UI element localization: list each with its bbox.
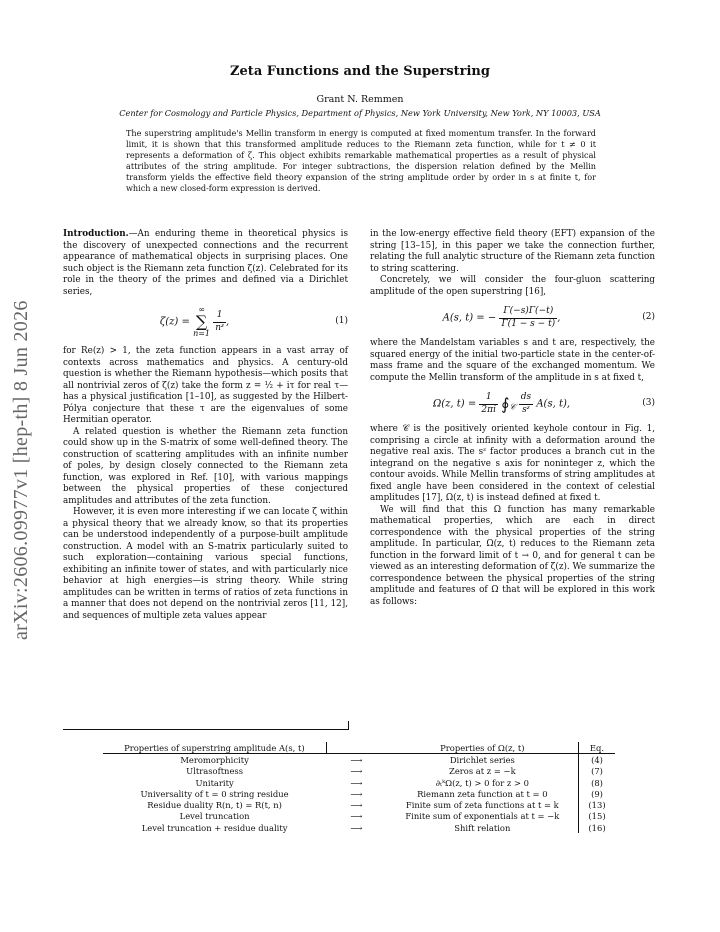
equation-3 bbox=[370, 392, 655, 416]
table-cell-eq: (9) bbox=[579, 788, 616, 799]
table-header-amplitude: Properties of superstring amplitude A(s, t) bbox=[103, 742, 326, 754]
table-cell-eq: (15) bbox=[579, 811, 616, 822]
equation-1 bbox=[63, 306, 348, 338]
table-row bbox=[103, 766, 615, 777]
right-column bbox=[370, 229, 655, 608]
eq3-frac2-bottom: sᶻ bbox=[522, 404, 530, 415]
table-header-arrow bbox=[326, 742, 387, 754]
right-arrow-icon: ⟶ bbox=[350, 788, 363, 799]
eq1-frac-top: 1 bbox=[213, 310, 226, 323]
eq3-fraction-1 bbox=[479, 392, 498, 416]
left-column bbox=[63, 229, 348, 622]
eq3-frac1-bottom: 2πi bbox=[481, 404, 496, 415]
paragraph: However, it is even more interesting if we can locate ζ within a physical theory that we already know, so that its properties can be understood independently of a purpose-built amplitude construction. A model with an S-matrix particularly suited to such exploration—containing various special functions, exhibiting an infinite tower of states, and with particularly nice behavior at high energies—is string theory. While string amplitudes can be written in terms of ratios of zeta functions in a manner that does not depend on the nontrivial zeros [11, 12], and sequences of multiple zeta values appear bbox=[63, 507, 348, 621]
table-cell-omega-property: Finite sum of exponentials at t = −k bbox=[405, 811, 560, 822]
eq2-lhs: A(s, t) = − bbox=[442, 312, 497, 324]
equation-2-body bbox=[370, 306, 633, 330]
eq1-sum bbox=[193, 306, 210, 338]
intro-text: —An enduring theme in theoretical physics is the discovery of unexpected connections and the recurrent appearance of mathematical objects in surprising places. One such object is the Riemann zeta function ζ(z). Celebrated for its role in the theory of the primes and defined via a Dirichlet series, bbox=[63, 229, 348, 297]
right-arrow-icon: ⟶ bbox=[350, 800, 363, 811]
correspondence-table bbox=[103, 742, 615, 833]
contour-integral-icon: ∮ bbox=[501, 394, 510, 414]
paragraph: where the Mandelstam variables s and t are, respectively, the squared energy of the initial two-particle state in the center-of-mass frame and the square of the exchanged momentum. We compute the Mellin transform of the amplitude in s at fixed t, bbox=[370, 338, 655, 383]
table-row bbox=[103, 811, 615, 822]
right-arrow-icon: ⟶ bbox=[350, 822, 363, 833]
paper-title: Zeta Functions and the Superstring bbox=[230, 64, 490, 79]
column-end-tick bbox=[348, 721, 349, 730]
paragraph: We will find that this Ω function has many remarkable mathematical properties, which are each in direct correspondence with the physical properties of the string amplitude. In particular, Ω(z, t) reduces to the Riemann zeta function in the forward limit of t → 0, and for general t can be viewed as an interesting deformation of ζ(z). We summarize the correspondence between the physical properties of the string amplitude and features of Ω that will be explored in this work as follows: bbox=[370, 504, 655, 607]
paragraph: in the low-energy effective field theory (EFT) expansion of the string [13–15], in this paper we take the connection further, relating the full analytic structure of the Riemann zeta function to string scattering. bbox=[370, 229, 655, 274]
equation-2-number: (2) bbox=[642, 312, 655, 323]
table-cell-omega-property: Shift relation bbox=[454, 822, 511, 833]
table-header-eq: Eq. bbox=[579, 742, 616, 754]
eq3-contour: 𝒞 bbox=[509, 401, 516, 412]
paragraph: Concretely, we will consider the four-gluon scattering amplitude of the open superstring [16], bbox=[370, 275, 655, 297]
eq1-tail: , bbox=[225, 316, 230, 328]
table-cell-eq: (16) bbox=[579, 822, 616, 833]
table-cell-eq: (13) bbox=[579, 799, 616, 810]
right-arrow-icon: ⟶ bbox=[350, 811, 363, 822]
eq2-tail: , bbox=[557, 312, 561, 324]
table-row bbox=[103, 777, 615, 788]
abstract: The superstring amplitude's Mellin transform in energy is computed at fixed momentum transfer. In the forward limit, it is shown that this transformed amplitude reduces to the Riemann zeta function, while for t ≠ 0 it represents a deformation of ζ. This object exhibits remarkable mathematical properties as a result of physical attributes of the string amplitude. For integer subtractions, the dispersion relation defined by the Mellin transform yields the effective field theory expansion of the string amplitude order by order in s at finite t, for which a new closed-form expression is derived. bbox=[126, 128, 596, 193]
paragraph: where 𝒞 is the positively oriented keyhole contour in Fig. 1, comprising a circle at infinity with a deformation around the negative real axis. The sᶻ factor produces a branch cut in the integrand on the negative s axis for noninteger z, which the contour avoids. While Mellin transforms of string amplitudes at fixed angle have been considered in the context of celestial amplitudes [17], Ω(z, t) is instead defined at fixed t. bbox=[370, 424, 655, 503]
table-cell-eq: (4) bbox=[579, 754, 616, 766]
eq3-frac2-top: ds bbox=[519, 392, 533, 405]
arxiv-identifier: arXiv:2606.09977v1 [hep-th] 8 Jun 2026 bbox=[10, 300, 32, 640]
table-header-omega: Properties of Ω(z, t) bbox=[387, 742, 579, 754]
eq2-fraction bbox=[499, 306, 557, 330]
right-arrow-icon: ⟶ bbox=[350, 766, 363, 777]
table-row bbox=[103, 754, 615, 766]
author-name: Grant N. Remmen bbox=[316, 94, 404, 105]
equation-1-body bbox=[63, 306, 326, 338]
eq1-lhs: ζ(z) = bbox=[159, 316, 190, 328]
right-arrow-icon: ⟶ bbox=[350, 777, 363, 788]
table-row bbox=[103, 788, 615, 799]
equation-1-number: (1) bbox=[335, 316, 348, 327]
table-row bbox=[103, 799, 615, 810]
table-cell-amplitude-property: Unitarity bbox=[195, 777, 234, 788]
table-row bbox=[103, 822, 615, 833]
intro-heading: Introduction. bbox=[63, 229, 129, 239]
eq1-sum-bottom: n=1 bbox=[193, 329, 211, 338]
paragraph: for Re(z) > 1, the zeta function appears in a vast array of contexts across mathematics and physics. A century-old question is whether the Riemann hypothesis—which posits that all nontrivial zeros of ζ(z) take the form z = ½ + iτ for real τ—has a physical justification [1–10], as suggested by the Hilbert-Pólya conjecture that these τ are the eigenvalues of some Hermitian operator. bbox=[63, 346, 348, 425]
table-cell-omega-property: Dirichlet series bbox=[449, 754, 515, 765]
table-cell-omega-property: Zeros at z = −k bbox=[449, 766, 516, 777]
equation-3-body bbox=[370, 392, 633, 416]
eq1-sum-top: ∞ bbox=[198, 305, 205, 314]
table-cell-amplitude-property: Universality of t = 0 string residue bbox=[140, 788, 289, 799]
table-cell-eq: (7) bbox=[579, 766, 616, 777]
eq3-tail: A(s, t), bbox=[536, 398, 571, 410]
eq3-fraction-2 bbox=[519, 392, 533, 416]
table-cell-amplitude-property: Meromorphicity bbox=[180, 754, 249, 765]
eq1-fraction bbox=[213, 310, 226, 334]
equation-3-number: (3) bbox=[642, 398, 655, 409]
eq1-frac-bottom: nᶻ bbox=[215, 322, 224, 333]
table-cell-amplitude-property: Residue duality R(n, t) = R(t, n) bbox=[147, 800, 282, 811]
eq3-lhs: Ω(z, t) = bbox=[432, 398, 477, 410]
author-affiliation: Center for Cosmology and Particle Physics, Department of Physics, New York University, New York, NY 10003, USA bbox=[119, 108, 601, 118]
eq2-frac-bottom: Γ(1 − s − t) bbox=[501, 318, 556, 329]
intro-paragraph bbox=[63, 229, 348, 298]
table-cell-omega-property: ∂ₜᵏΩ(z, t) > 0 for z > 0 bbox=[435, 777, 529, 788]
table-cell-omega-property: Finite sum of zeta functions at t = k bbox=[405, 800, 559, 811]
eq2-frac-top: Γ(−s)Γ(−t) bbox=[499, 306, 557, 319]
paragraph: A related question is whether the Riemann zeta function could show up in the S-matrix of some well-defined theory. The construction of scattering amplitudes with an infinite number of poles, by design closely connected to the Riemann zeta function, was explored in Ref. [10], with various mappings between the physical properties of these conjectured amplitudes and attributes of the zeta function. bbox=[63, 426, 348, 506]
right-arrow-icon: ⟶ bbox=[350, 754, 363, 765]
table-cell-amplitude-property: Ultrasoftness bbox=[186, 766, 244, 777]
table-cell-omega-property: Riemann zeta function at t = 0 bbox=[417, 788, 548, 799]
table-header-row bbox=[103, 742, 615, 754]
equation-2 bbox=[370, 306, 655, 330]
table-cell-amplitude-property: Level truncation bbox=[179, 811, 250, 822]
eq3-frac1-top: 1 bbox=[479, 392, 498, 405]
eq1-sum-symbol: ∑ bbox=[195, 312, 208, 331]
table-cell-amplitude-property: Level truncation + residue duality bbox=[141, 822, 288, 833]
table-cell-eq: (8) bbox=[579, 777, 616, 788]
column-end-rule bbox=[63, 729, 348, 730]
